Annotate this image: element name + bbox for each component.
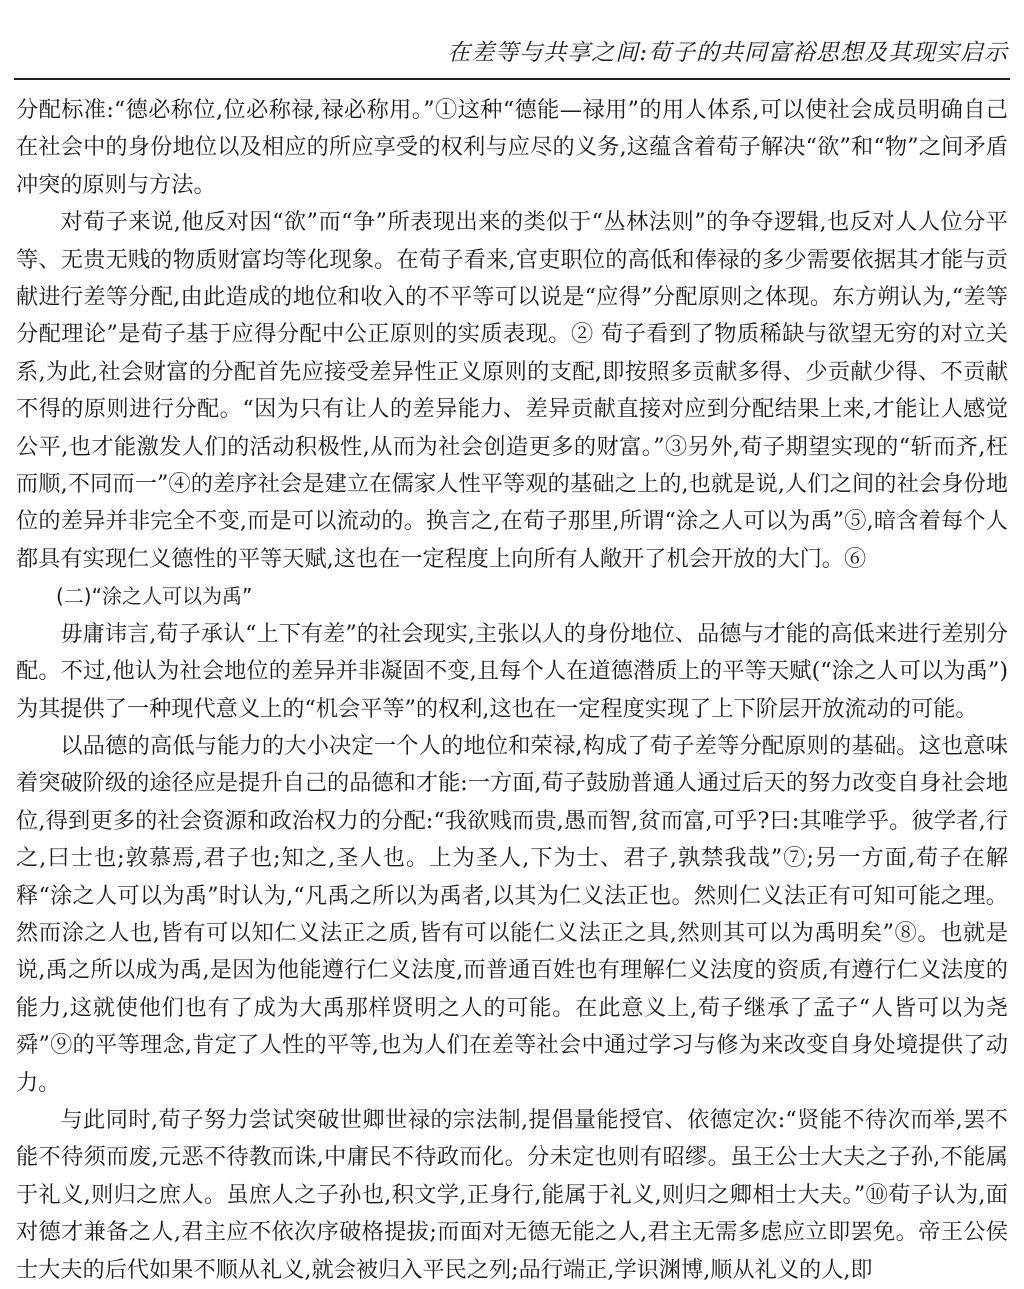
running-head: 在差等与共享之间:荀子的共同富裕思想及其现实启示 [447,40,1008,66]
paragraph: 毋庸讳言,荀子承认“上下有差”的社会现实,主张以人的身份地位、品德与才能的高低来进行差别分配。不过,他认为社会地位的差异并非凝固不变,且每个人在道德潜质上的平等天赋(“涂之人可以为禹”)为其提供了一种现代意义上的“机会平等”的权利,这也在一定程度实现了上下阶层开放流动的可能。 [16,620,1008,722]
paragraph: 以品德的高低与能力的大小决定一个人的地位和荣禄,构成了荀子差等分配原则的基础。这也意味着突破阶级的途径应是提升自己的品德和才能:一方面,荀子鼓励普通人通过后天的努力改变自身社会地位,得到更多的社会资源和政治权力的分配:“我欲贱而贵,愚而智,贫而富,可乎?曰:其唯学乎。彼学者,行之,曰士也;敦慕焉,君子也;知之,圣人也。上为圣人,下为士、君子,孰禁我哉”⑦;另一方面,荀子在解释“涂之人可以为禹”时认为,“凡禹之所以为禹者,以其为仁义法正也。然则仁义法正有可知可能之理。然而涂之人也,皆有可以知仁义法正之质,皆有可以能仁义法正之具,然则其可以为禹明矣”⑧。也就是说,禹之所以成为禹,是因为他能遵行仁义法度,而普通百姓也有理解仁义法度的资质,有遵行仁义法度的能力,这就使他们也有了成为大禹那样贤明之人的可能。在此意义上,荀子继承了孟子“人皆可以为尧舜”⑨的平等理念,肯定了人性的平等,也为人们在差等社会中通过学习与修为来改变自身处境提供了动力。 [16,732,1008,1096]
paragraph-continuation: 分配标准:“德必称位,位必称禄,禄必称用。”①这种“德能—禄用”的用人体系,可以使社会成员明确自己在社会中的身份地位以及相应的所应享受的权利与应尽的义务,这蕴含着荀子解决“欲”和“物”之间矛盾冲突的原则与方法。 [16,97,1008,198]
paragraph: 与此同时,荀子努力尝试突破世卿世禄的宗法制,提倡量能授官、依德定次:“贤能不待次而举,罢不能不待须而废,元恶不待教而诛,中庸民不待政而化。分未定也则有昭缪。虽王公士大夫之子孙,不能属于礼义,则归之庶人。虽庶人之子孙也,积文学,正身行,能属于礼义,则归之卿相士大夫。”⑩荀子认为,面对德才兼备之人,君主应不依次序破格提拔;而面对无德无能之人,君主无需多虑应立即罢免。帝王公侯士大夫的后代如果不顺从礼义,就会被归入平民之列;品行端正,学识渊博,顺从礼义的人,即 [16,1106,1008,1283]
body-text [16,92,1008,1289]
section-subheading: (二)“涂之人可以为禹” [56,584,253,609]
header-rule [14,78,1010,80]
paragraph: 对荀子来说,他反对因“欲”而“争”所表现出来的类似于“丛林法则”的争夺逻辑,也反对人人位分平等、无贵无贱的物质财富均等化现象。在荀子看来,官吏职位的高低和俸禄的多少需要依据其才能与贡献进行差等分配,由此造成的地位和收入的不平等可以说是“应得”分配原则之体现。东方朔认为,“差等分配理论”是荀子基于应得分配中公正原则的实质表现。② 荀子看到了物质稀缺与欲望无穷的对立关系,为此,社会财富的分配首先应接受差异性正义原则的支配,即按照多贡献多得、少贡献少得、不贡献不得的原则进行分配。“因为只有让人的差异能力、差异贡献直接对应到分配结果上来,才能让人感觉公平,也才能激发人们的活动积极性,从而为社会创造更多的财富。”③另外,荀子期望实现的“斩而齐,枉而顺,不同而一”④的差序社会是建立在儒家人性平等观的基础之上的,也就是说,人们之间的社会身份地位的差异并非完全不变,而是可以流动的。换言之,在荀子那里,所谓“涂之人可以为禹”⑤,暗含着每个人都具有实现仁义德性的平等天赋,这也在一定程度上向所有人敞开了机会开放的大门。⑥ [16,209,1008,572]
